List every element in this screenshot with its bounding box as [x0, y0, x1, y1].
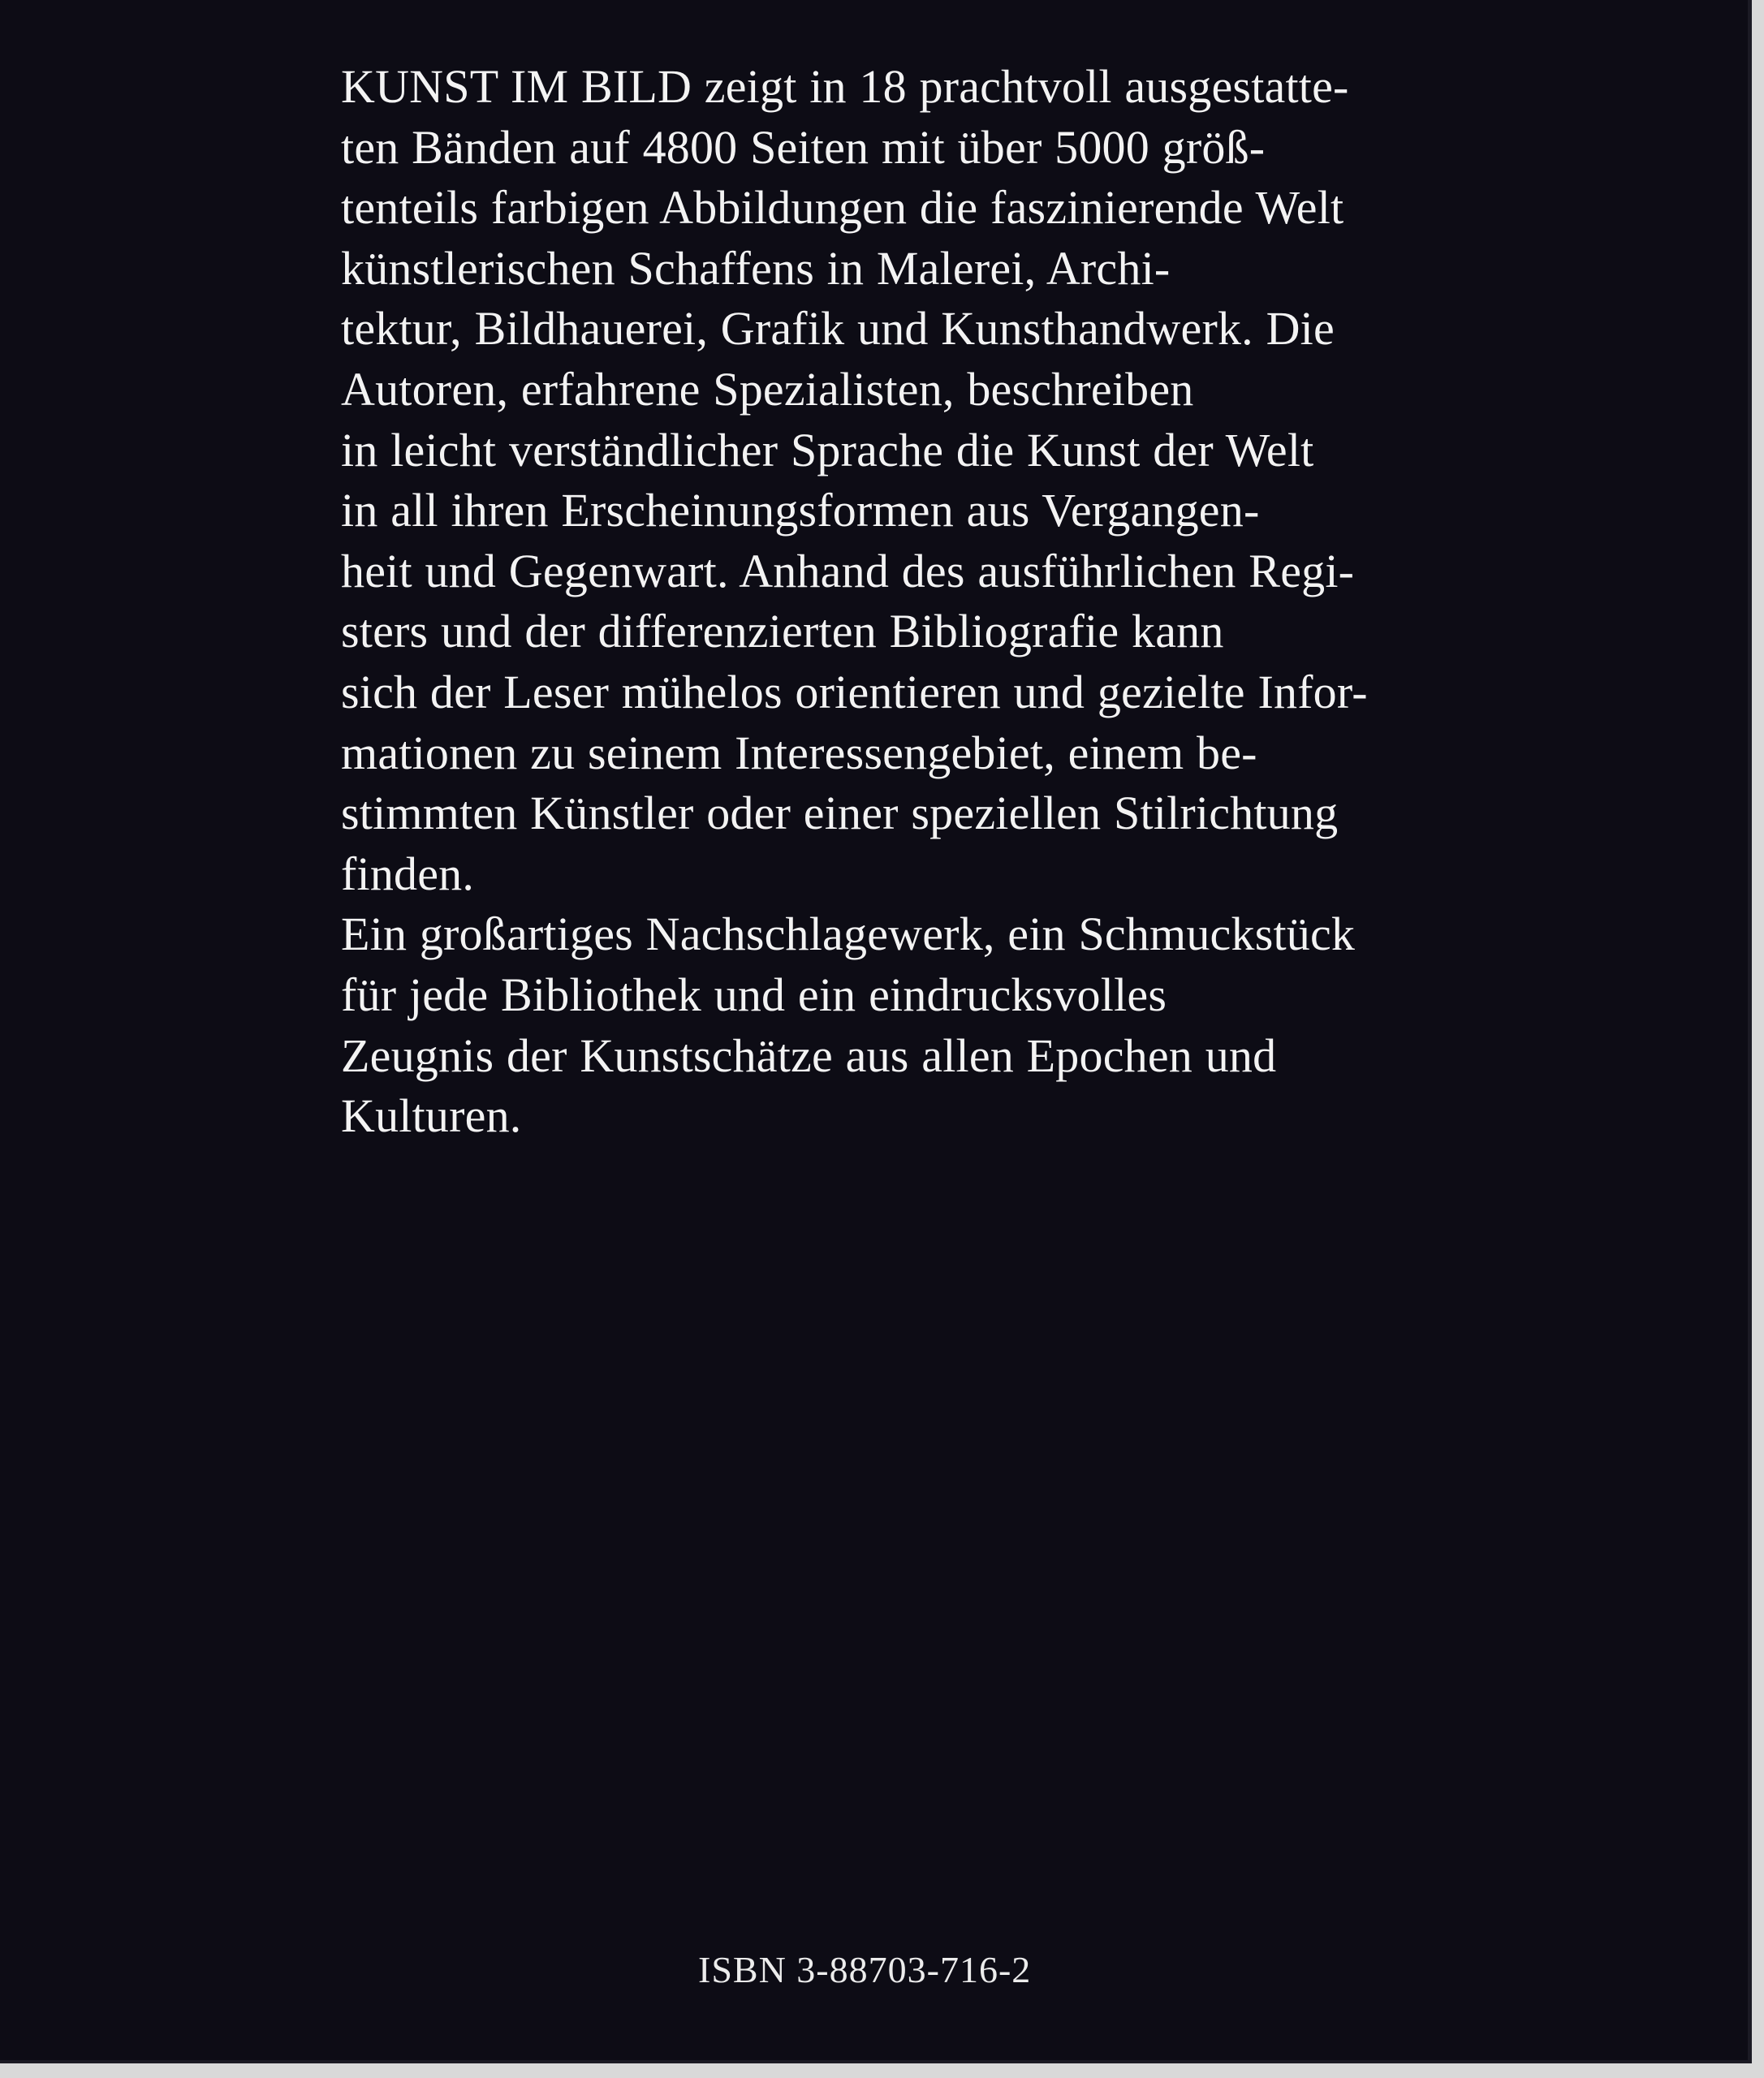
blurb-line: mationen zu seinem Interessengebiet, einem be- [341, 726, 1257, 779]
blurb-line: KUNST IM BILD zeigt in 18 prachtvoll ausgestatte- [341, 60, 1349, 113]
blurb-line: künstlerischen Schaffens in Malerei, Archi- [341, 241, 1171, 295]
blurb-line: ten Bänden auf 4800 Seiten mit über 5000 größ- [341, 120, 1266, 174]
isbn-number: ISBN 3-88703-716-2 [698, 1949, 1032, 1990]
blurb-line: Zeugnis der Kunstschätze aus allen Epochen und [341, 1028, 1277, 1082]
blurb-line: heit und Gegenwart. Anhand des ausführlichen Regi- [341, 544, 1355, 597]
blurb-line: für jede Bibliothek und ein eindrucksvolles [341, 968, 1167, 1021]
blurb-line: Ein großartiges Nachschlagewerk, ein Schmuckstück [341, 908, 1356, 961]
blurb-line: Autoren, erfahrene Spezialisten, beschreiben [341, 362, 1194, 416]
blurb-line: sich der Leser mühelos orientieren und gezielte Infor- [341, 665, 1368, 718]
blurb-line: in leicht verständlicher Sprache die Kunst der Welt [341, 423, 1314, 476]
blurb-line: sters und der differenzierten Bibliografie kann [341, 605, 1224, 658]
blurb-line: tenteils farbigen Abbildungen die faszinierende Welt [341, 181, 1344, 235]
blurb-line: stimmten Künstler oder einer speziellen Stilrichtung [341, 787, 1339, 840]
blurb-line: Kulturen. [341, 1089, 522, 1143]
blurb-line: in all ihren Erscheinungsformen aus Vergangen- [341, 484, 1260, 537]
cover-blurb [341, 57, 1542, 1147]
blurb-line: finden. [341, 847, 475, 900]
blurb-line: tektur, Bildhauerei, Grafik und Kunsthandwerk. Die [341, 302, 1335, 356]
